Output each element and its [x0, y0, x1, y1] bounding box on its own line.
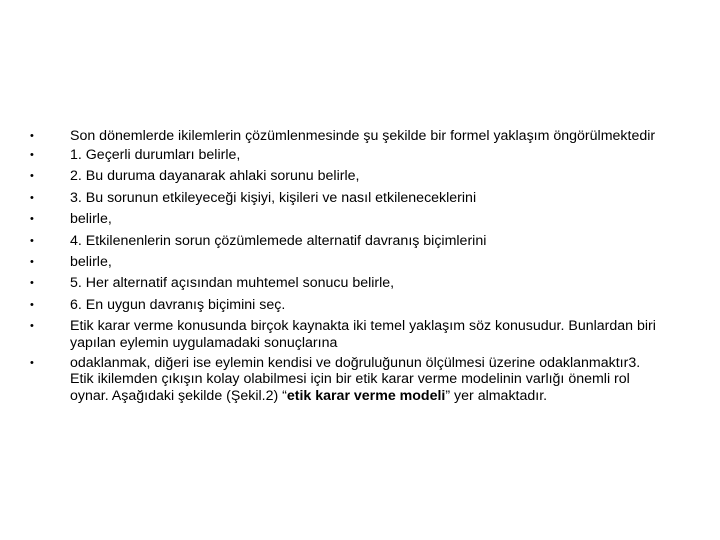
- bullet-icon: •: [30, 213, 34, 226]
- bullet-icon: •: [30, 130, 34, 142]
- bullet-icon: •: [30, 191, 34, 204]
- list-item: [30, 355, 660, 404]
- list-item: [30, 190, 660, 206]
- list-item: [30, 297, 660, 313]
- list-item: [30, 211, 660, 227]
- text-segment: ” yer almaktadır.: [445, 387, 548, 404]
- list-item-text: 3. Bu sorunun etkileyeceği kişiyi, kişileri ve nasıl etkileneceklerini: [70, 189, 477, 206]
- bullet-list: [30, 128, 660, 407]
- bullet-icon: •: [30, 256, 34, 269]
- bullet-icon: •: [30, 298, 34, 311]
- bullet-icon: •: [30, 277, 34, 290]
- list-item-text: 2. Bu duruma dayanarak ahlaki sorunu belirle,: [70, 168, 360, 185]
- list-item-text: Son dönemlerde ikilemlerin çözümlenmesinde şu şekilde bir formel yaklaşım öngörülmektedir: [70, 128, 656, 144]
- list-item-text: 4. Etkilenenlerin sorun çözümlemede alternatif davranış biçimlerini: [70, 232, 487, 249]
- list-item: [30, 168, 660, 184]
- bullet-icon: •: [30, 170, 34, 183]
- list-item-text: 5. Her alternatif açısından muhtemel sonucu belirle,: [70, 275, 395, 292]
- list-item: [30, 128, 660, 144]
- list-item: [30, 318, 660, 351]
- list-item: [30, 147, 660, 163]
- bullet-icon: •: [30, 149, 34, 161]
- list-item-text: Etik karar verme konusunda birçok kaynakta iki temel yaklaşım söz konusudur. Bunlardan biri yapılan eylemin uygulamadaki sonuçlarına: [70, 318, 656, 351]
- bold-term: etik karar verme modeli: [286, 387, 446, 404]
- list-item-text: 1. Geçerli durumları belirle,: [70, 147, 241, 163]
- text-segment: odaklanmak, diğeri ise eylemin kendisi ve doğruluğunun ölçülmesi üzerine odaklanmaktır3. Etik ikilemden çıkışın kolay olabilmesi için bir etik karar verme modelinin varlığı önemli rol oynar. Aşağıdaki şekilde (Şekil.2) “: [70, 355, 641, 404]
- bullet-icon: •: [30, 234, 34, 247]
- bullet-icon: •: [30, 320, 34, 333]
- list-item-text: belirle,: [70, 254, 112, 271]
- list-item: [30, 233, 660, 249]
- list-item-text: belirle,: [70, 211, 112, 228]
- list-item-text: 6. En uygun davranış biçimini seç.: [70, 296, 286, 313]
- list-item-text: [70, 355, 660, 404]
- list-item: [30, 275, 660, 291]
- list-item: [30, 254, 660, 270]
- bullet-icon: •: [30, 357, 34, 370]
